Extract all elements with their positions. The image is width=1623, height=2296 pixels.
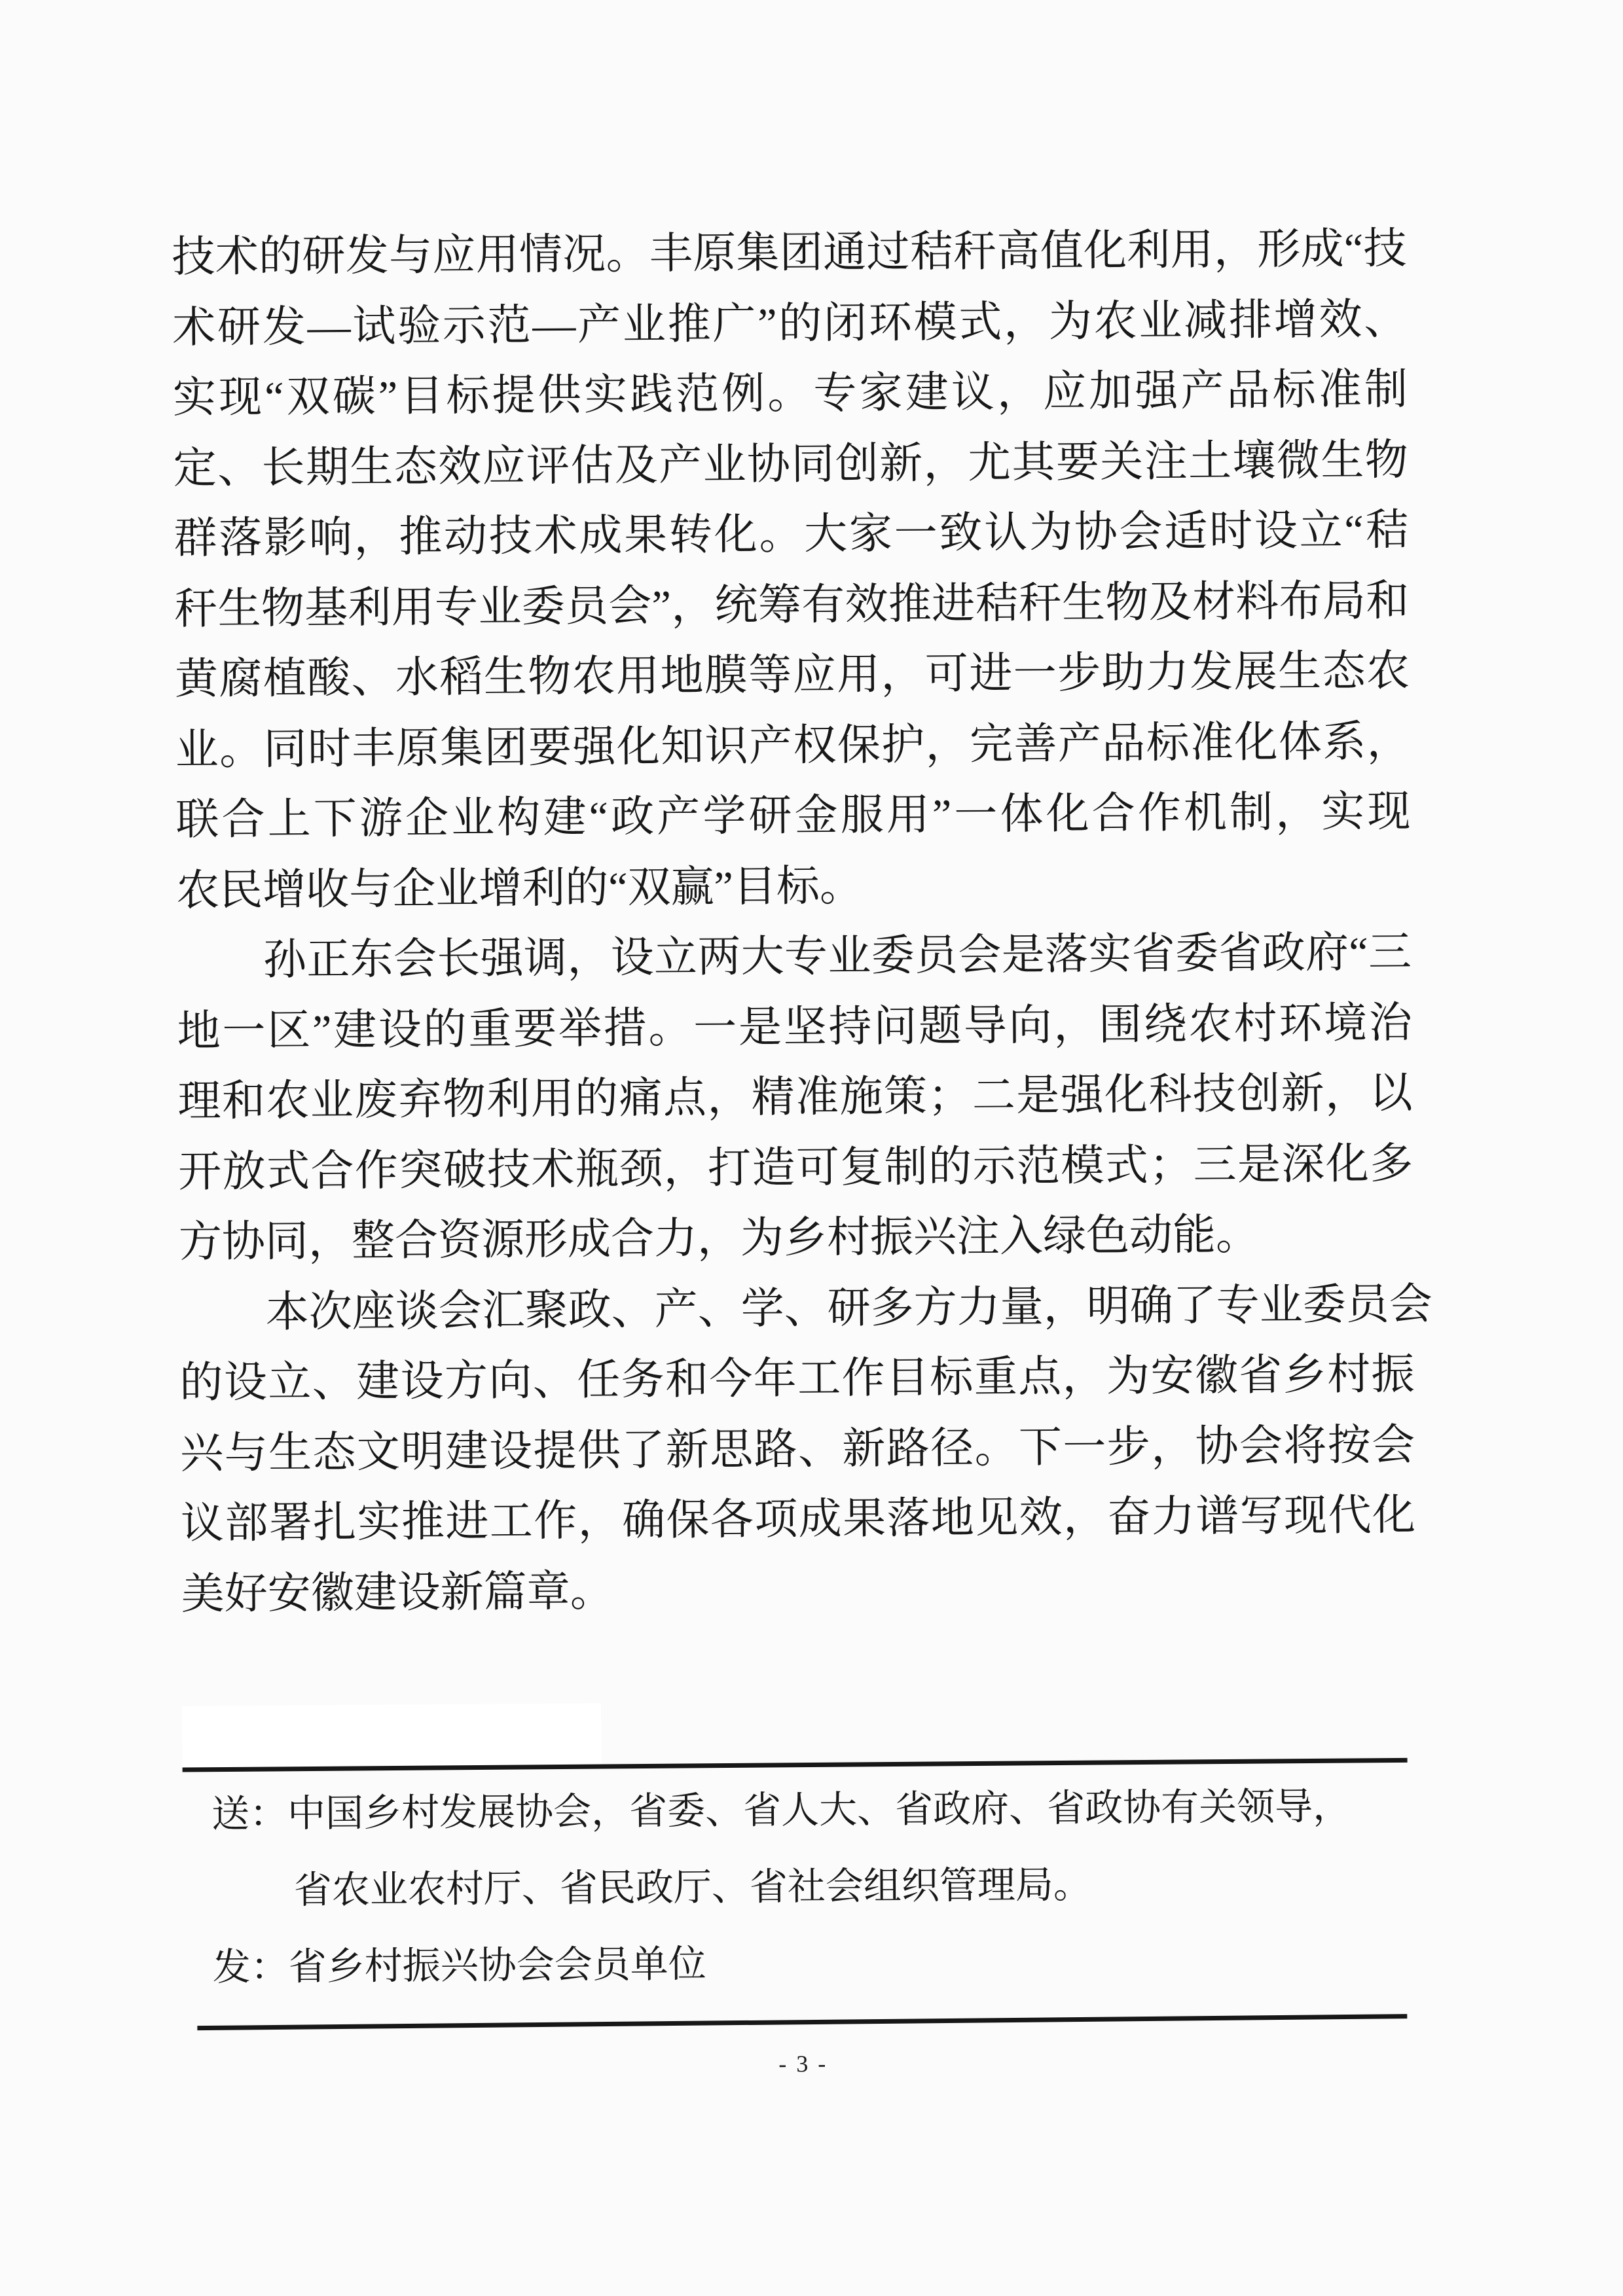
body-text-line: 地一区”建设的重要举措。一是坚持问题导向，围绕农村环境治 [177, 999, 1412, 1056]
distribution-line: 发：省乡村振兴协会会员单位 [212, 1943, 706, 1989]
body-text-line: 理和农业废弃物利用的痛点，精准施策；二是强化科技创新，以 [177, 1069, 1413, 1126]
body-text-line: 开放式合作突破技术瓶颈，打造可复制的示范模式；三是深化多 [178, 1139, 1413, 1196]
scan-artifact-patch [182, 1703, 602, 1770]
body-text-line: 群落影响，推动技术成果转化。大家一致认为协会适时设立“秸 [173, 506, 1409, 563]
body-text-line: 定、长期生态效应评估及产业协同创新，尤其要关注土壤微生物 [173, 436, 1408, 493]
body-text-line: 本次座谈会汇聚政、产、学、研多方力量，明确了专业委员会 [265, 1280, 1432, 1336]
footer-separator-bottom-rule [197, 2014, 1407, 2030]
document-body [172, 214, 1432, 1630]
body-text-line: 技术的研发与应用情况。丰原集团通过秸秆高值化利用，形成“技 [172, 224, 1407, 281]
distribution-line: 省农业农村厅、省民政厅、省社会组织管理局。 [293, 1863, 1092, 1912]
body-text-line: 秆生物基利用专业委员会”，统筹有效推进秸秆生物及材料布局和 [174, 577, 1410, 634]
body-text-line: 实现“双碳”目标提供实践范例。专家建议，应加强产品标准制 [172, 365, 1408, 422]
body-text-line: 美好安徽建设新篇章。 [181, 1567, 614, 1619]
body-text-line: 方协同，整合资源形成合力，为乡村振兴注入绿色动能。 [178, 1211, 1260, 1266]
body-text-line: 业。同时丰原集团要强化知识产权保护，完善产品标准化体系， [175, 717, 1410, 774]
page-number: - 3 - [778, 2050, 828, 2077]
body-text-line: 黄腐植酸、水稻生物农用地膜等应用，可进一步助力发展生态农 [174, 647, 1410, 704]
body-text-line: 术研发—试验示范—产业推广”的闭环模式，为农业减排增效、 [172, 295, 1408, 352]
body-text-line: 联合上下游企业构建“政产学研金服用”一体化合作机制，实现 [175, 787, 1411, 844]
body-text-line: 兴与生态文明建设提供了新思路、新路径。下一步，协会将按会 [180, 1421, 1415, 1478]
body-text-line: 的设立、建设方向、任务和今年工作目标重点，为安徽省乡村振 [179, 1350, 1415, 1407]
distribution-line: 送：中国乡村发展协会，省委、省人大、省政府、省政协有关领导， [211, 1785, 1351, 1836]
body-text-line: 议部署扎实推进工作，确保各项成果落地见效，奋力谱写现代化 [180, 1491, 1416, 1548]
body-text-line: 农民增收与企业增利的“双赢”目标。 [176, 861, 864, 915]
body-text-line: 孙正东会长强调，设立两大专业委员会是落实省委省政府“三 [263, 928, 1412, 984]
